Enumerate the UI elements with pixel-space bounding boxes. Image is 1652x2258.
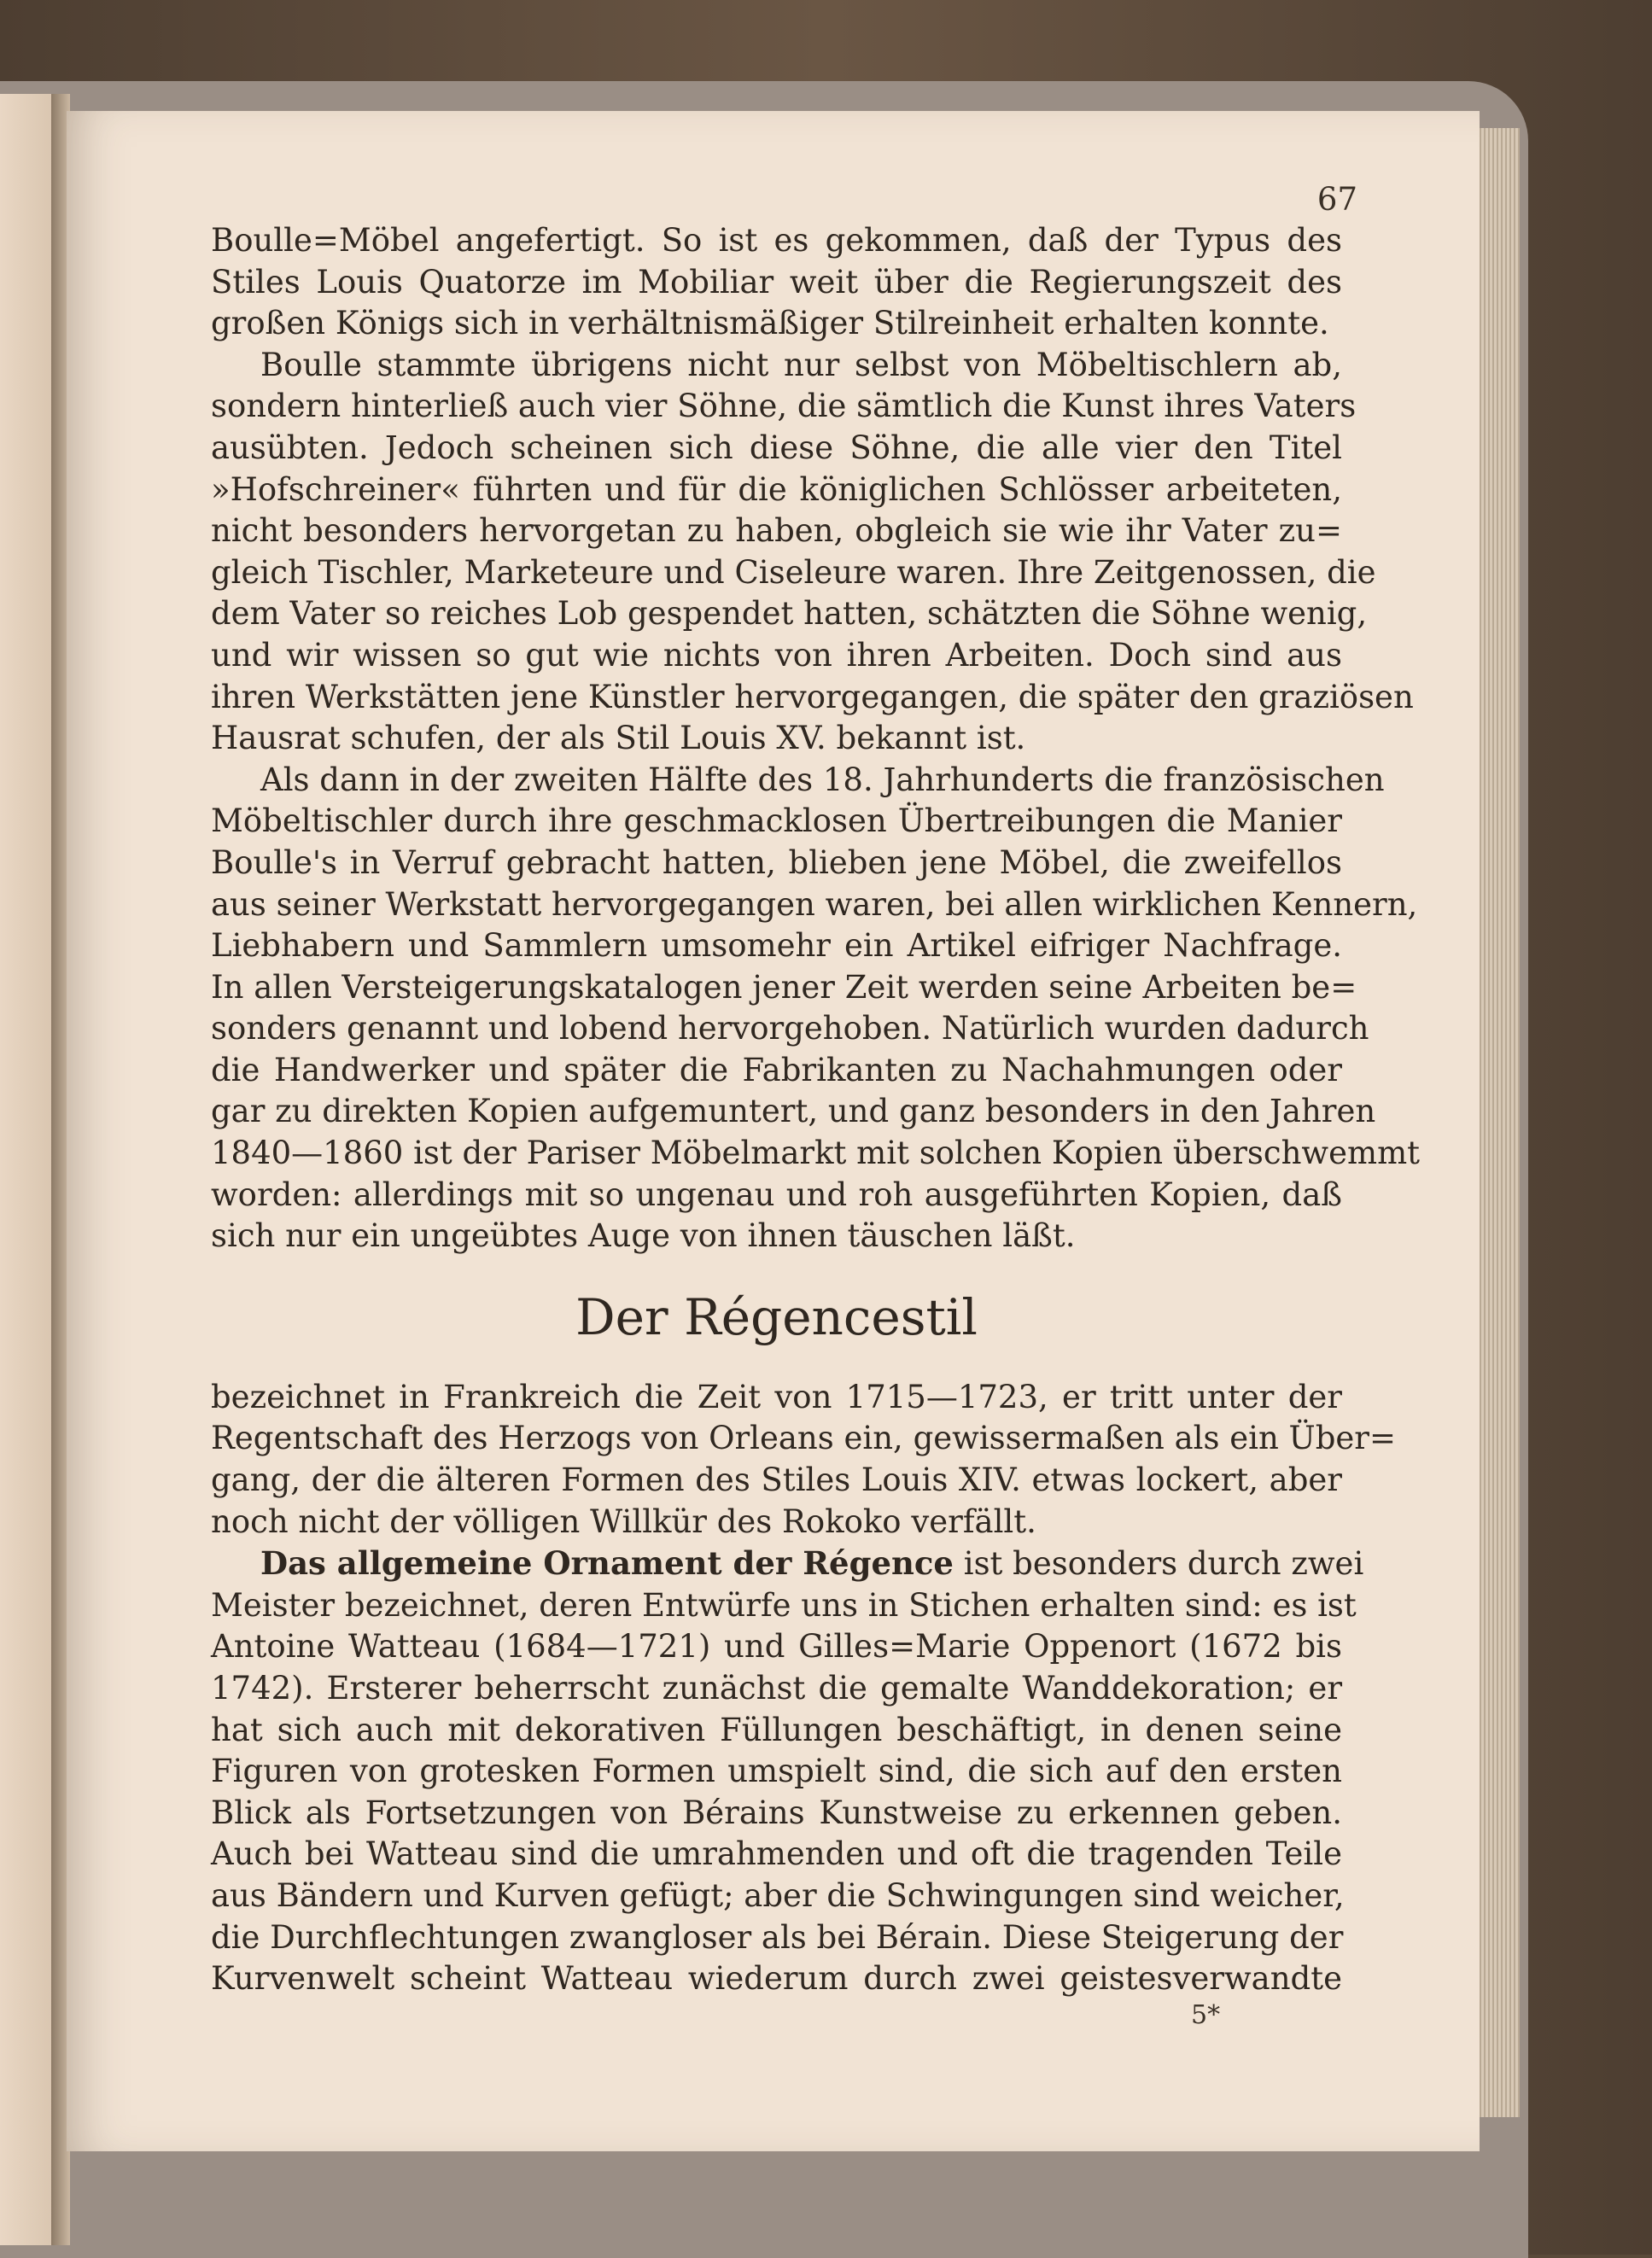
text-line: großen Königs sich in verhältnismäßiger Stilreinheit erhalten konnte. [211, 305, 1329, 342]
text-line-rest: ist besonders durch zwei [953, 1545, 1364, 1583]
text-line: Blick als Fortsetzungen von Bérains Kunstweise zu erkennen geben. [211, 1794, 1342, 1831]
text-line: »Hofschreiner« führten und für die königlichen Schlösser arbeiteten, [211, 470, 1342, 508]
signature-mark: 5* [1191, 2000, 1221, 2030]
paragraph-5 [211, 1543, 1364, 2000]
text-line: Meister bezeichnet, deren Entwürfe uns in Stichen erhalten sind: es ist [211, 1586, 1357, 1624]
text-line: Boulle's in Verruf gebracht hatten, blieben jene Möbel, die zweifellos [211, 843, 1342, 881]
paragraph-3 [211, 760, 1421, 1257]
text-line: sonders genannt und lobend hervorgehoben. Natürlich wurden dadurch [211, 1010, 1369, 1047]
text-line: 1742). Ersterer beherrscht zunächst die gemalte Wanddekoration; er [211, 1670, 1342, 1707]
text-line: worden: allerdings mit so ungenau und roh ausgeführten Kopien, daß [211, 1176, 1342, 1213]
paragraph-2 [211, 345, 1414, 760]
text-line: die Handwerker und später die Fabrikanten zu Nachahmungen oder [211, 1051, 1342, 1088]
text-line: Liebhabern und Sammlern umsomehr ein Artikel eifriger Nachfrage. [211, 927, 1342, 965]
text-line: Figuren von grotesken Formen umspielt sind, die sich auf den ersten [211, 1753, 1342, 1790]
text-line: Auch bei Watteau sind die umrahmenden und oft die tragenden Teile [211, 1835, 1342, 1873]
text-line: Stiles Louis Quatorze im Mobiliar weit über die Regierungszeit des [211, 263, 1342, 300]
text-line: aus Bändern und Kurven gefügt; aber die Schwingungen sind weicher, [211, 1876, 1345, 1914]
text-line: noch nicht der völligen Willkür des Rokoko verfällt. [211, 1502, 1036, 1540]
text-line: gleich Tischler, Marketeure und Ciseleure waren. Ihre Zeitgenossen, die [211, 553, 1376, 591]
text-line: aus seiner Werkstatt hervorgegangen waren, bei allen wirklichen Kennern, [211, 885, 1418, 923]
text-line: die Durchflechtungen zwangloser als bei Bérain. Diese Steigerung der [211, 1918, 1344, 1956]
text-line: In allen Versteigerungskatalogen jener Zeit werden seine Arbeiten be= [211, 968, 1357, 1006]
facing-page-edge [0, 94, 58, 2245]
text-line: Kurvenwelt scheint Watteau wiederum durch zwei geistesverwandte [211, 1960, 1342, 1998]
text-line: sondern hinterließ auch vier Söhne, die sämtlich die Kunst ihres Vaters [211, 388, 1357, 425]
paragraph-4 [211, 1377, 1396, 1543]
text-line: 1840—1860 ist der Pariser Möbelmarkt mit solchen Kopien überschwemmt [211, 1135, 1421, 1172]
text-line: Antoine Watteau (1684—1721) und Gilles=Marie Oppenort (1672 bis [211, 1628, 1342, 1666]
text-line: Boulle=Möbel angefertigt. So ist es gekommen, daß der Typus des [211, 222, 1342, 259]
section-heading: Der Régencestil [575, 1287, 978, 1346]
text-line: ausübten. Jedoch scheinen sich diese Söhne, die alle vier den Titel [211, 429, 1342, 466]
text-line: Boulle stammte übrigens nicht nur selbst von Möbeltischlern ab, [260, 346, 1342, 383]
page-number: 67 [1316, 181, 1357, 218]
text-line: gang, der die älteren Formen des Stiles Louis XIV. etwas lockert, aber [211, 1462, 1342, 1499]
text-line [211, 1543, 1364, 1585]
text-line: nicht besonders hervorgetan zu haben, obgleich sie wie ihr Vater zu= [211, 512, 1342, 550]
text-line: hat sich auch mit dekorativen Füllungen beschäftigt, in denen seine [211, 1711, 1342, 1748]
text-line: Als dann in der zweiten Hälfte des 18. Jahrhunderts die französischen [260, 761, 1385, 798]
text-line: Möbeltischler durch ihre geschmacklosen Übertreibungen die Manier [211, 802, 1342, 840]
body-text [211, 220, 1421, 2000]
bold-lead-phrase: Das allgemeine Ornament der Régence [260, 1544, 954, 1583]
text-line: ihren Werkstätten jene Künstler hervorgegangen, die später den graziösen [211, 678, 1414, 715]
text-line: und wir wissen so gut wie nichts von ihren Arbeiten. Doch sind aus [211, 636, 1342, 674]
text-line: dem Vater so reiches Lob gespendet hatten, schätzten die Söhne wenig, [211, 595, 1368, 633]
paragraph-1 [211, 220, 1342, 345]
text-line: Regentschaft des Herzogs von Orleans ein, gewissermaßen als ein Über= [211, 1420, 1396, 1457]
text-line: sich nur ein ungeübtes Auge von ihnen täuschen läßt. [211, 1217, 1076, 1255]
text-line: gar zu direkten Kopien aufgemuntert, und ganz besonders in den Jahren [211, 1093, 1376, 1130]
text-line: bezeichnet in Frankreich die Zeit von 1715—1723, er tritt unter der [211, 1378, 1342, 1415]
text-line: Hausrat schufen, der als Stil Louis XV. bekannt ist. [211, 720, 1026, 757]
